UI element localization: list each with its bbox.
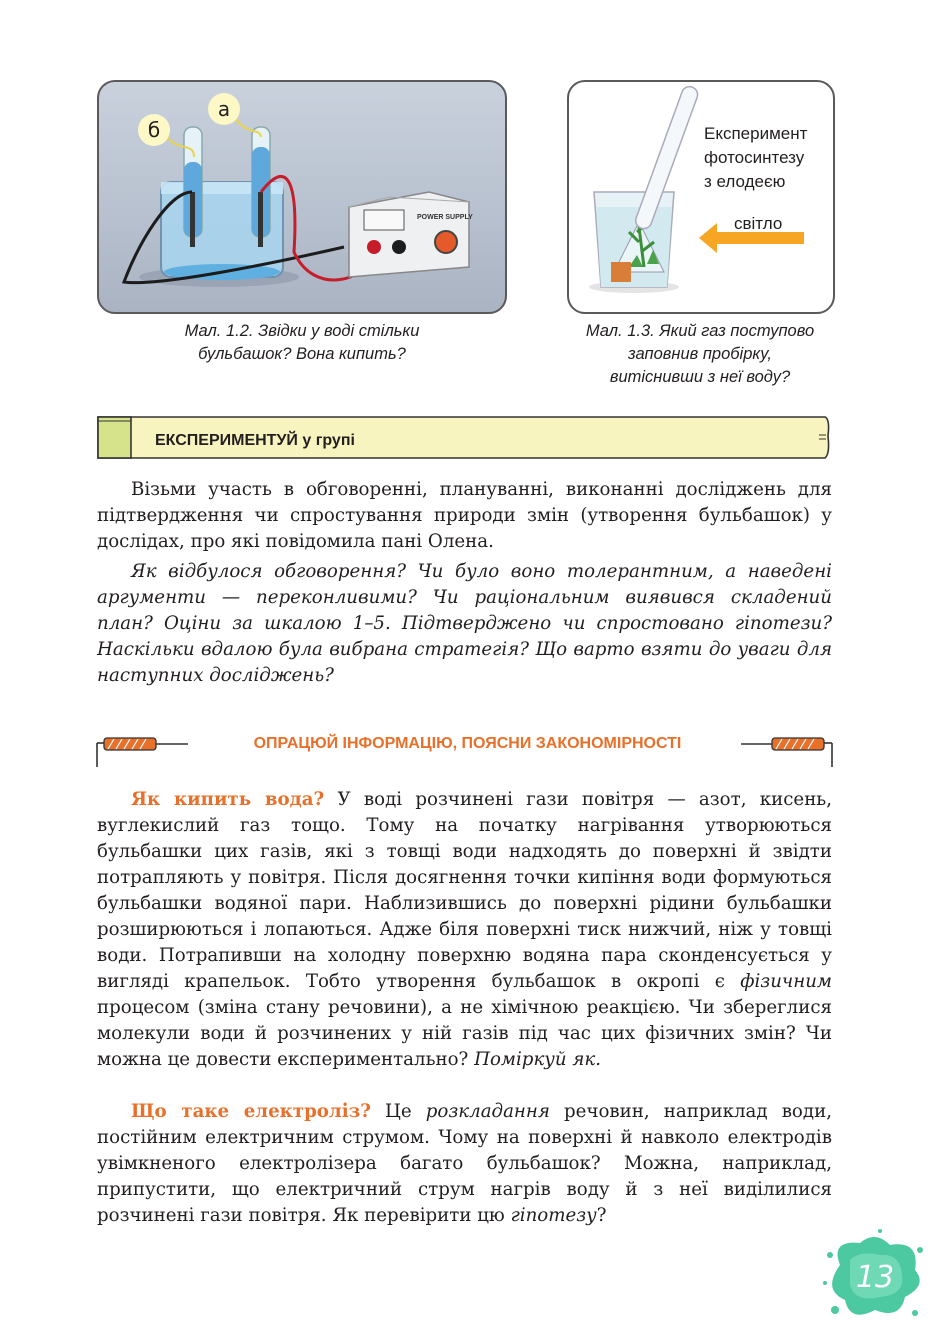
power-supply-label: POWER SUPPLY xyxy=(417,214,473,221)
experiment-title: ЕКСПЕРИМЕНТУЙ у групі xyxy=(155,432,355,449)
photosynthesis-text-line: з елодеєю xyxy=(704,172,786,191)
boiling-paragraph xyxy=(97,787,832,1073)
label-a: а xyxy=(217,97,231,121)
figure-1-2-caption xyxy=(97,320,507,366)
boiling-text-a: У воді розчинені гази повітря — азот, кисень, вуглекислий газ тощо. Тому на початку нагрівання утворюються бульбашки цих газів, які з товщі води надходять до поверхні й звідти потрапляють у повітря. Після досягнення точки кипіння води формуються бульбашки водяної пари. Наблизившись до поверхні рідини бульбашки розширюються і лопаються. Адже біля поверхні тиск нижчий, ніж у товщі води. Потрапивши на холодну поверхню водяна пара сконденсується у вигляді крапельок. Тобто утворення бульбашок в окропі є xyxy=(97,789,832,992)
page-number: 13 xyxy=(855,1260,895,1295)
experiment-paragraph: Візьми участь в обговоренні, плануванні, виконанні досліджень для підтвердження чи спростування природи змін (утворення бульбашок) у дослідах, про які повідомила пані Олена. xyxy=(97,479,832,552)
photosynthesis-text-line: Експеримент xyxy=(704,124,808,143)
section-title: ОПРАЦЮЙ ІНФОРМАЦІЮ, ПОЯСНИ ЗАКОНОМІРНОСТІ xyxy=(253,735,682,752)
page-number-badge xyxy=(820,1225,930,1325)
electrolysis-text-b: речовин, наприклад води, постійним електричним струмом. Чому на поверхні й навколо електродів увімкненого електролізера багато бульбашок? Можна, наприклад, припустити, що електричний струм нагрів воду й з неї виділилися розчинені гази повітря. Як перевірити цю xyxy=(97,1101,832,1226)
label-b: б xyxy=(147,118,161,142)
electrolysis-paragraph xyxy=(97,1099,832,1229)
caption-line: бульбашок? Вона кипить? xyxy=(198,345,406,363)
figure-photosynthesis xyxy=(567,80,835,314)
caption-line: Мал. 1.2. Звідки у воді стільки xyxy=(184,322,420,340)
electrolysis-illustration xyxy=(99,82,505,312)
photosynthesis-illustration xyxy=(569,82,833,312)
caption-line: витіснивши з неї воду? xyxy=(609,368,791,386)
light-label: світло xyxy=(734,214,783,233)
photosynthesis-text-line: фотосинтезу xyxy=(704,148,805,167)
electrolysis-term: розкладання xyxy=(425,1101,550,1122)
boiling-text-b: процесом (зміна стану речовини), а не хімічною реакцією. Чи збереглися молекули води й розчинених у ній газів під час цих фізичних змін? Чи можна це довести експериментально? xyxy=(97,997,832,1070)
electrolysis-question: Що таке електроліз? xyxy=(131,1101,371,1122)
caption-line: Мал. 1.3. Який газ поступово xyxy=(585,322,815,340)
electrolysis-text-a: Це xyxy=(370,1101,426,1122)
boiling-question: Як кипить вода? xyxy=(131,789,325,810)
electrolysis-text-c: ? xyxy=(596,1205,607,1226)
caption-line: заповнив пробірку, xyxy=(628,345,772,363)
figure-1-3-caption xyxy=(560,320,840,389)
boiling-term: фізичним xyxy=(740,971,832,992)
electrolysis-term2: гіпотезу xyxy=(510,1205,597,1226)
boiling-ending: Поміркуй як. xyxy=(474,1049,602,1070)
experiment-questions: Як відбулося обговорення? Чи було воно толерантним, а наведені аргументи — переконливими? Чи раціональним виявився складений план? Оціни за шкалою 1–5. Підтверджено чи спростовано гіпотези? Наскільки вдалою була вибрана стратегія? Що варто взяти до уваги для наступних досліджень? xyxy=(97,561,832,686)
figure-electrolysis-photo xyxy=(97,80,507,314)
photosynthesis-text xyxy=(704,122,807,194)
